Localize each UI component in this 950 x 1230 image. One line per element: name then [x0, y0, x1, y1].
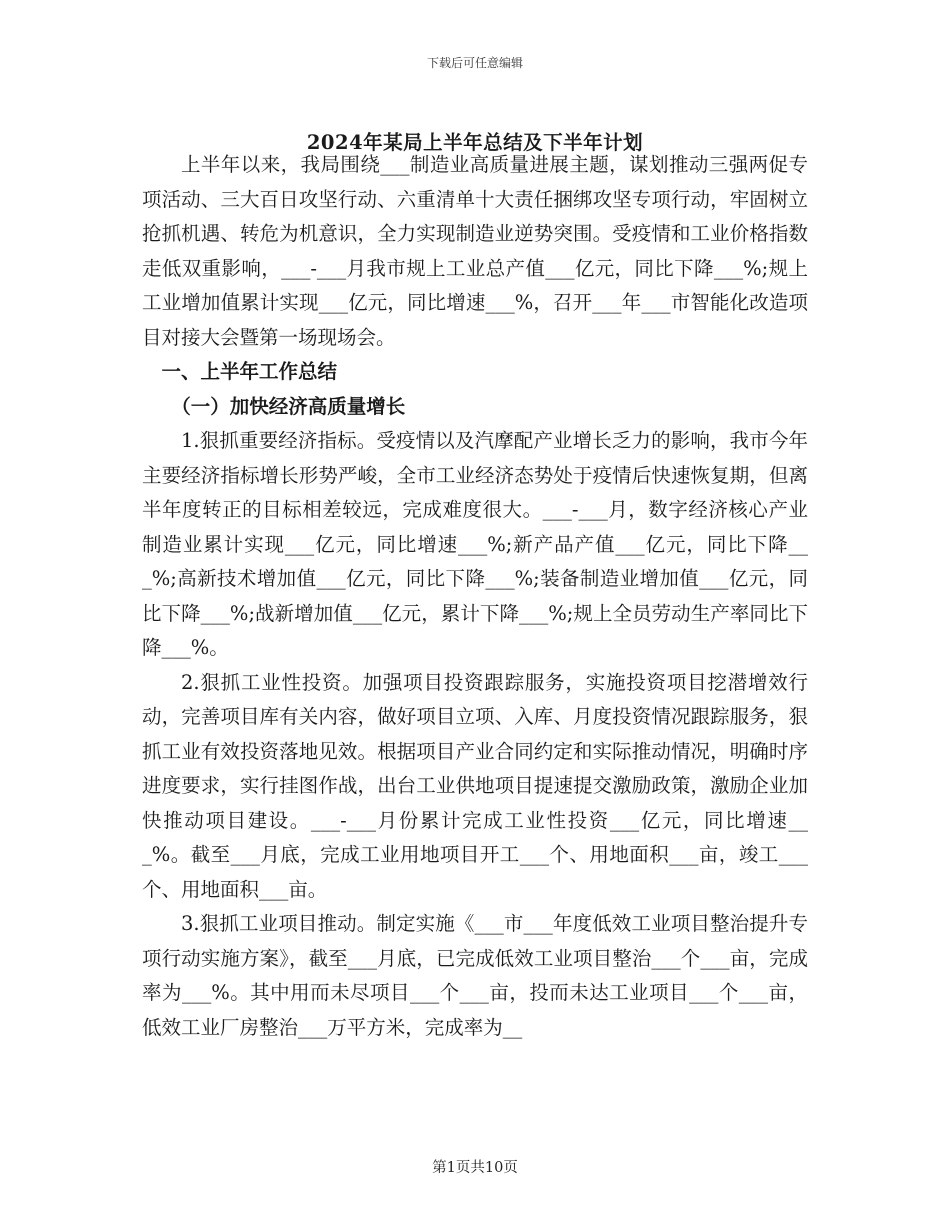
- document-title: 2024年某局上半年总结及下半年计划: [306, 131, 644, 155]
- paragraph-industrial-investment: 2.狠抓工业性投资。加强项目投资跟踪服务，实施投资项目挖潜增效行动，完善项目库有关内容，做好项目立项、入库、月度投资情况跟踪服务，狠抓工业有效投资落地见效。根据项目产业合同约定和实际推动情况，明确时序进度要求，实行挂图作战，出台工业供地项目提速提交激励政策，激励企业加快推动项目建设。___-___月份累计完成工业性投资___亿元，同比增速___%。截至___月底，完成工业用地项目开工___个、用地面积___亩，竣工___个、用地面积___亩。: [142, 670, 808, 901]
- download-editable-note: 下载后可任意编辑: [426, 56, 523, 70]
- page-indicator: 第1页共10页: [432, 1160, 518, 1176]
- paragraph-industrial-projects: 3.狠抓工业项目推动。制定实施《___市___年度低效工业项目整治提升专项行动实施方案》，截至___月底，已完成低效工业项目整治___个___亩，完成率为___%。其中用而未尽项目___个___亩，投而未达工业项目___个___亩，低效工业厂房整治___万平方米，完成率为__: [142, 912, 808, 1039]
- section-heading-first-half-summary: 一、上半年工作总结: [161, 360, 338, 383]
- paragraph-economic-indicators: 1.狠抓重要经济指标。受疫情以及汽摩配产业增长乏力的影响，我市今年主要经济指标增长形势严峻，全市工业经济态势处于疫情后快速恢复期，但离半年度转正的目标相差较远，完成难度很大。___-___月，数字经济核心产业制造业累计实现___亿元，同比增速___%;新产品产值___亿元，同比下降___%;高新技术增加值___亿元，同比下降___%;装备制造业增加值___亿元，同比下降___%;战新增加值___亿元，累计下降___%;规上全员劳动生产率同比下降___%。: [142, 429, 808, 659]
- intro-paragraph: 上半年以来，我局围绕___制造业高质量进展主题，谋划推动三强两促专项活动、三大百日攻坚行动、六重清单十大责任捆绑攻坚专项行动，牢固树立抢抓机遇、转危为机意识，全力实现制造业逆势突围。受疫情和工业价格指数走低双重影响，___-___月我市规上工业总产值___亿元，同比下降___%;规上工业增加值累计实现___亿元，同比增速___%，召开___年___市智能化改造项目对接大会暨第一场现场会。: [142, 153, 808, 349]
- subsection-heading-economic-growth: （一）加快经济高质量增长: [171, 394, 406, 418]
- document-body: [142, 148, 808, 1045]
